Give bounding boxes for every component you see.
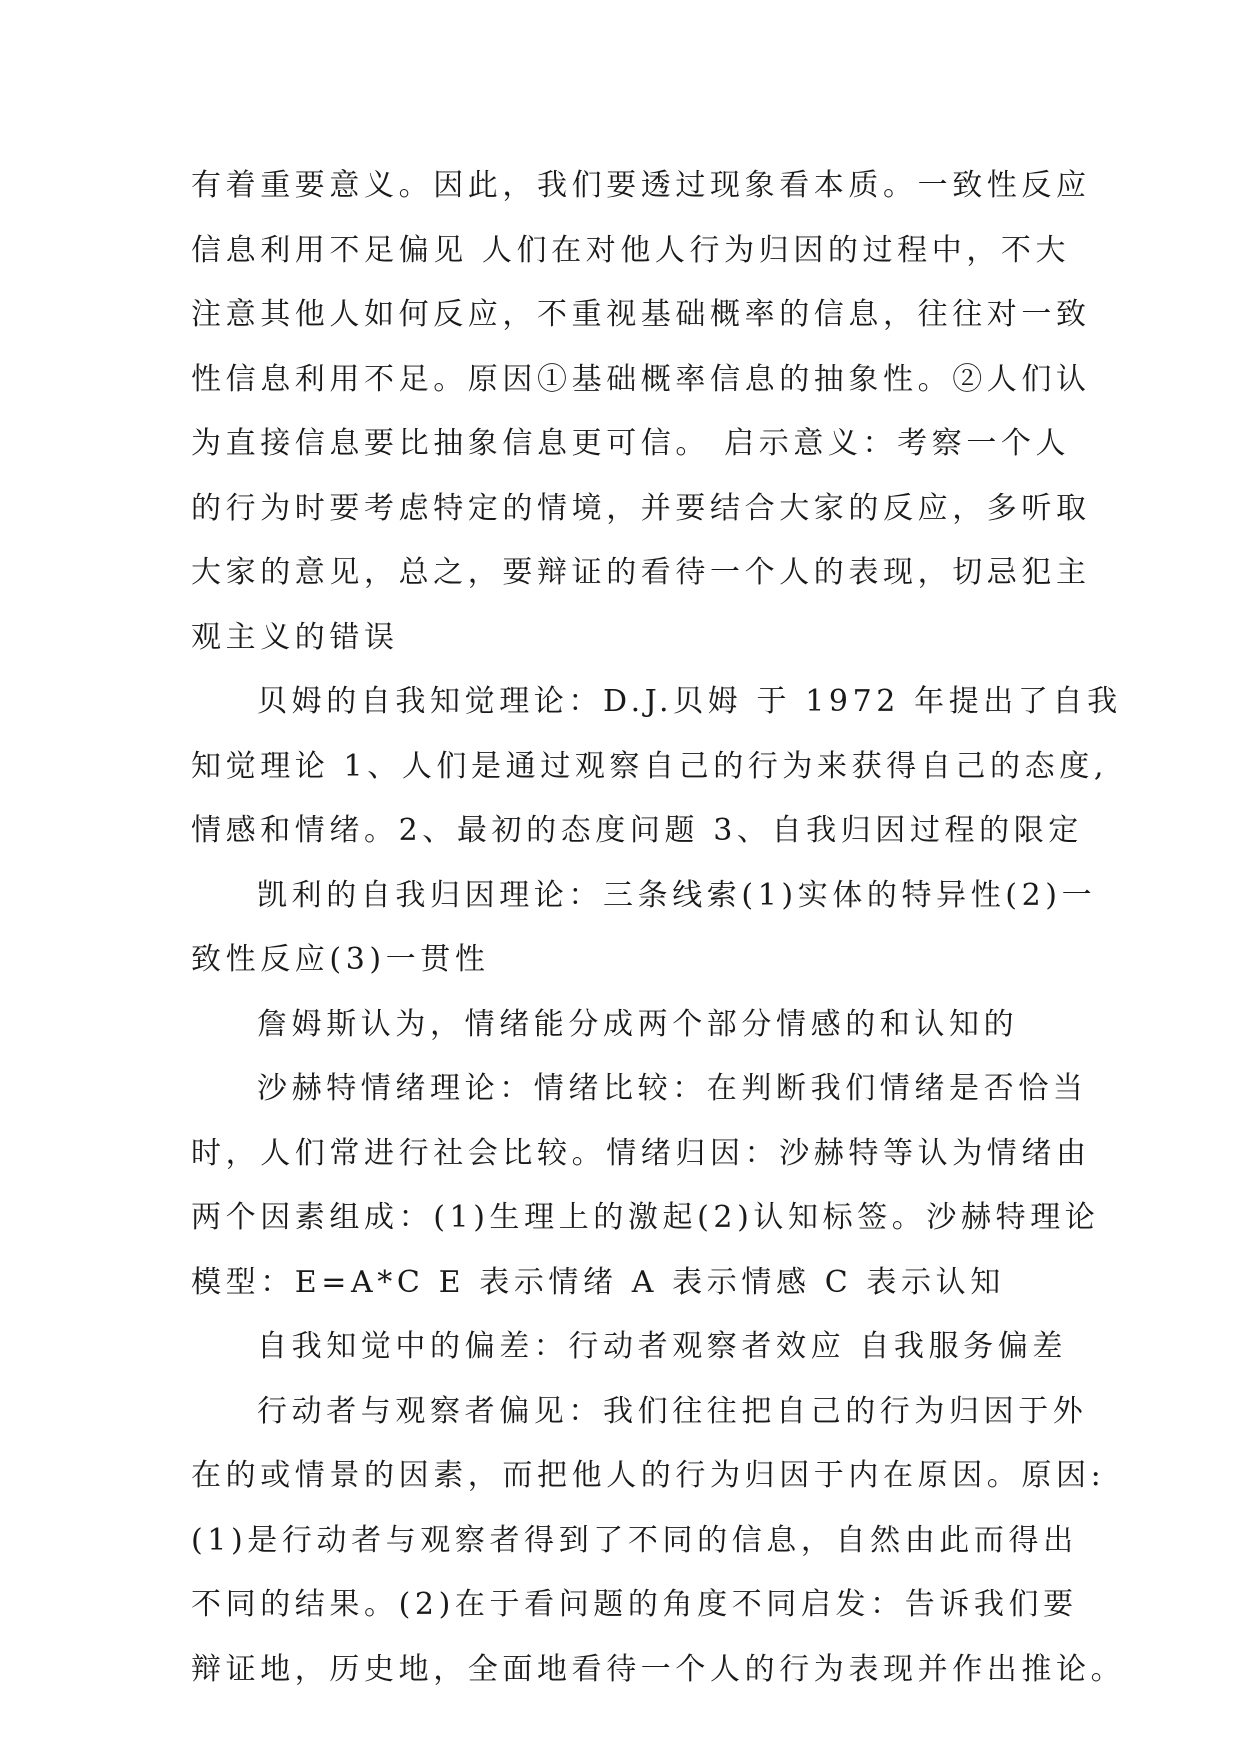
text-line: 观主义的错误 — [191, 619, 399, 655]
document-page — [191, 154, 1126, 1702]
text-line: (1)是行动者与观察者得到了不同的信息，自然由此而得出 — [191, 1522, 1078, 1558]
text-line: 辩证地，历史地，全面地看待一个人的行为表现并作出推论。 — [191, 1651, 1126, 1687]
text-line: 信息利用不足偏见 人们在对他人行为归因的过程中，不大 — [191, 232, 1071, 268]
paragraph-start-line: 詹姆斯认为，情绪能分成两个部分情感的和认知的 — [257, 1006, 1019, 1042]
text-line: 知觉理论 1、人们是通过观察自己的行为来获得自己的态度, — [191, 748, 1108, 784]
text-line: 致性反应(3)一贯性 — [191, 942, 490, 977]
paragraph-start-line: 贝姆的自我知觉理论：D.J.贝姆 于 1972 年提出了自我 — [257, 684, 1122, 719]
text-line: 在的或情景的因素，而把他人的行为归因于内在原因。原因: — [191, 1458, 1106, 1493]
text-line: 性信息利用不足。原因①基础概率信息的抽象性。②人们认 — [191, 361, 1091, 397]
text-line: 有着重要意义。因此，我们要透过现象看本质。一致性反应 — [191, 168, 1091, 203]
paragraph-start-line: 凯利的自我归因理论：三条线索(1)实体的特异性(2)一 — [257, 877, 1097, 913]
text-line: 大家的意见，总之，要辩证的看待一个人的表现，切忌犯主 — [191, 555, 1091, 590]
text-line: 时，人们常进行社会比较。情绪归因：沙赫特等认为情绪由 — [191, 1135, 1091, 1171]
paragraph-start-line: 沙赫特情绪理论：情绪比较：在判断我们情绪是否恰当 — [257, 1071, 1088, 1106]
text-line: 的行为时要考虑特定的情境，并要结合大家的反应，多听取 — [191, 490, 1091, 526]
paragraph-start-line: 自我知觉中的偏差：行动者观察者效应 自我服务偏差 — [257, 1329, 1067, 1364]
text-line: 为直接信息要比抽象信息更可信。 启示意义：考察一个人 — [191, 426, 1071, 461]
paragraph-start-line: 行动者与观察者偏见：我们往往把自己的行为归因于外 — [257, 1393, 1088, 1429]
text-line: 情感和情绪。2、最初的态度问题 3、自我归因过程的限定 — [191, 813, 1083, 848]
text-line: 注意其他人如何反应，不重视基础概率的信息，往往对一致 — [191, 297, 1091, 332]
text-line: 不同的结果。(2)在于看问题的角度不同启发：告诉我们要 — [191, 1587, 1078, 1622]
text-line: 模型：E=A*C E 表示情绪 A 表示情感 C 表示认知 — [191, 1264, 1005, 1300]
text-line: 两个因素组成：(1)生理上的激起(2)认知标签。沙赫特理论 — [191, 1200, 1100, 1235]
